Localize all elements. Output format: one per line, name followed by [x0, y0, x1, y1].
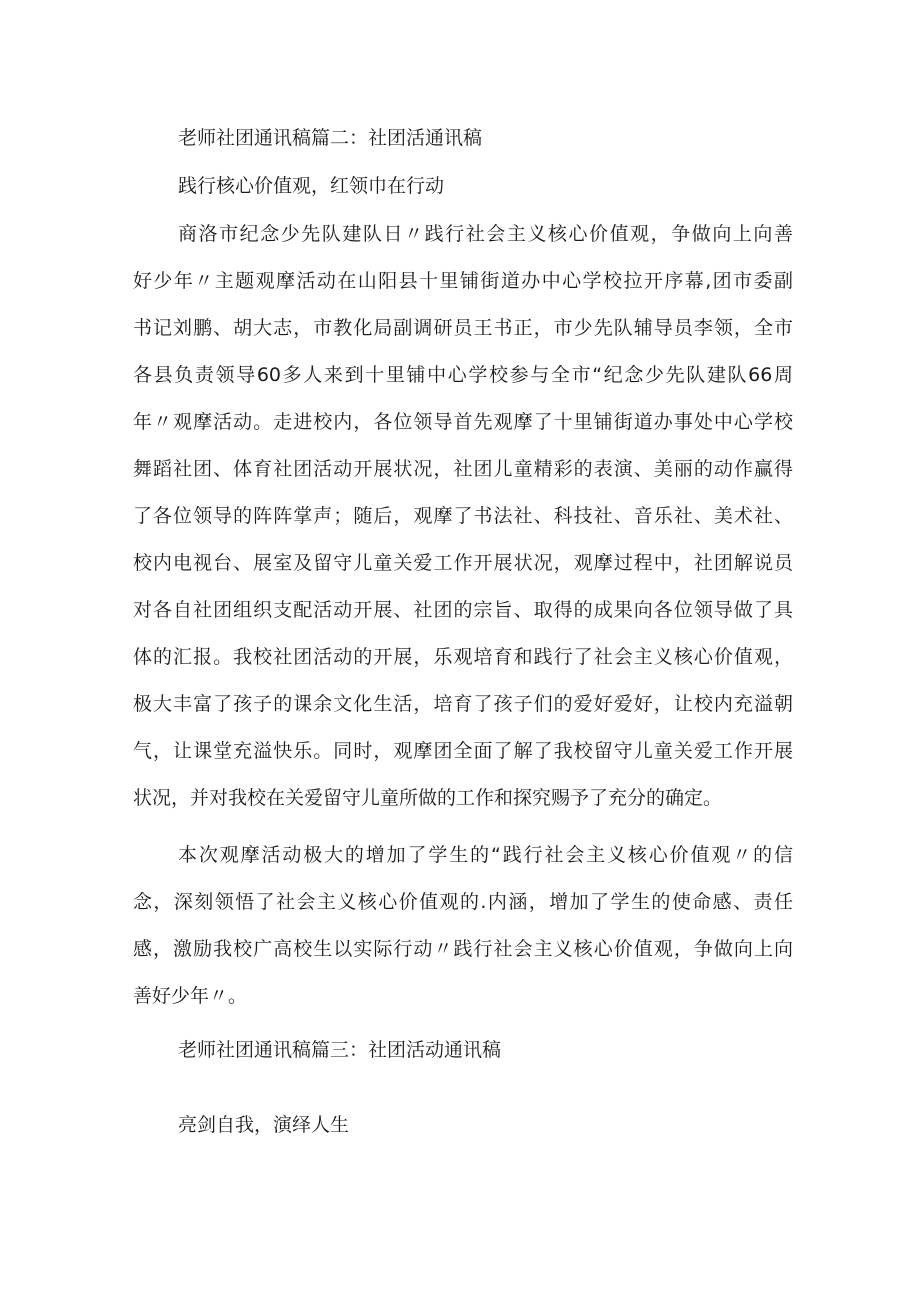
paragraph-line: 书记刘鹏、胡大志，市教化局副调研员王书正，市少先队辅导员李领，全市: [133, 317, 793, 339]
section-subtitle-3: 亮剑自我，演绎人生: [178, 1114, 350, 1136]
paragraph-line: 各县负责领导60多人来到十里铺中心学校参与全市“纪念少先队建队66周: [133, 364, 793, 386]
paragraph-line: 年〃观摩活动。走进校内，各位领导首先观摩了十里铺街道办事处中心学校: [133, 411, 793, 433]
paragraph-line: 念，深刻领悟了社会主义核心价值观的.内涵，增加了学生的使命感、责任: [133, 891, 793, 913]
paragraph-line: 状况，并对我校在关爱留守儿童所做的工作和探究赐予了充分的确定。: [133, 787, 723, 809]
paragraph-line: 气，让课堂充溢快乐。同时，观摩团全面了解了我校留守儿童关爱工作开展: [133, 740, 793, 762]
paragraph-line: 了各位领导的阵阵掌声；随后，观摩了书法社、科技社、音乐社、美术社、: [133, 505, 793, 527]
section-subtitle-2: 践行核心价值观，红领巾在行动: [178, 175, 445, 197]
paragraph-line: 体的汇报。我校社团活动的开展，乐观培育和践行了社会主义核心价值观，: [133, 646, 793, 668]
paragraph-line: 善好少年〃。: [133, 985, 248, 1007]
paragraph-line: 感，激励我校广高校生以实际行动〃践行社会主义核心价值观，争做向上向: [133, 938, 793, 960]
paragraph-line: 本次观摩活动极大的增加了学生的“践行社会主义核心价值观〃的信: [178, 844, 793, 866]
paragraph-line: 商洛市纪念少先队建队日〃践行社会主义核心价值观，争做向上向善: [178, 223, 793, 245]
section-heading-2: 老师社团通讯稿篇二：社团活通讯稿: [178, 127, 483, 149]
paragraph-line: 好少年〃主题观摩活动在山阳县十里铺街道办中心学校拉开序幕,团市委副: [133, 270, 793, 292]
paragraph-line: 舞蹈社团、体育社团活动开展状况，社团儿童精彩的表演、美丽的动作赢得: [133, 458, 793, 480]
section-heading-3: 老师社团通讯稿篇三：社团活动通讯稿: [178, 1039, 502, 1061]
paragraph-line: 校内电视台、展室及留守儿童关爱工作开展状况，观摩过程中，社团解说员: [133, 552, 793, 574]
paragraph-line: 对各自社团组织支配活动开展、社团的宗旨、取得的成果向各位领导做了具: [133, 599, 793, 621]
paragraph-line: 极大丰富了孩子的课余文化生活，培育了孩子们的爱好爱好，让校内充溢朝: [133, 693, 793, 715]
